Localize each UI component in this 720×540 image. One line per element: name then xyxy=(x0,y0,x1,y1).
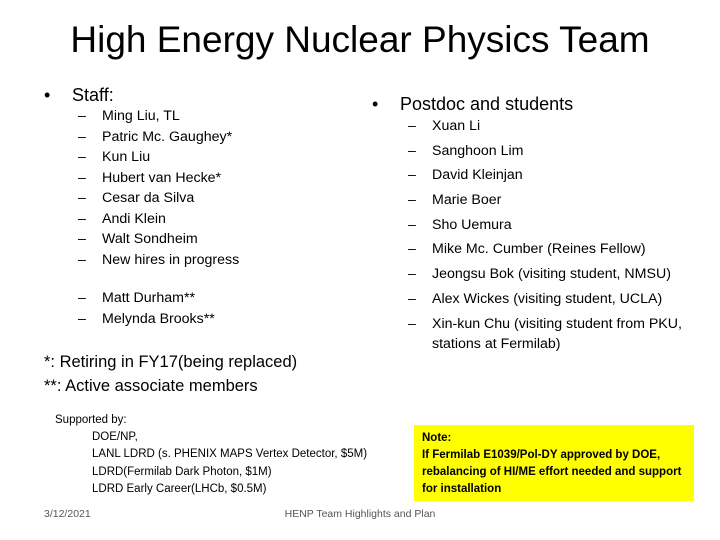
postdoc-member: – David Kleinjan xyxy=(408,165,693,186)
postdoc-heading-label: Postdoc and students xyxy=(400,94,574,114)
postdoc-member: – Jeongsu Bok (visiting student, NMSU) xyxy=(408,264,693,285)
staff-member: – Kun Liu xyxy=(78,147,338,168)
staff-member: – Ming Liu, TL xyxy=(78,106,338,127)
postdoc-member: – Alex Wickes (visiting student, UCLA) xyxy=(408,289,693,310)
staff-heading xyxy=(44,84,114,106)
associate-list xyxy=(78,288,338,329)
postdoc-member: – Marie Boer xyxy=(408,190,693,211)
support-heading: Supported by: xyxy=(55,414,127,426)
footnotes xyxy=(44,350,297,398)
associate-member: – Matt Durham** xyxy=(78,288,338,309)
postdoc-member: – Xin-kun Chu (visiting student from PKU, stations at Fermilab) xyxy=(408,314,693,355)
staff-member: – Hubert van Hecke* xyxy=(78,168,338,189)
support-block xyxy=(55,412,367,498)
staff-member: – Patric Mc. Gaughey* xyxy=(78,127,338,148)
bullet-dot: • xyxy=(372,94,379,114)
staff-heading-label: Staff: xyxy=(72,85,114,105)
note-box xyxy=(414,425,694,501)
support-line: LDRD Early Career(LHCb, $0.5M) xyxy=(92,482,267,495)
staff-member: – New hires in progress xyxy=(78,250,338,271)
postdoc-list xyxy=(408,116,693,359)
support-line: DOE/NP, xyxy=(92,431,138,444)
postdoc-member: – Sho Uemura xyxy=(408,215,693,236)
staff-member: – Andi Klein xyxy=(78,209,338,230)
footer-title: HENP Team Highlights and Plan xyxy=(284,508,436,520)
footnote-associate: **: Active associate members xyxy=(44,377,258,395)
bullet-dot: • xyxy=(44,85,51,105)
postdoc-member: – Mike Mc. Cumber (Reines Fellow) xyxy=(408,239,693,260)
footer-date: 3/12/2021 xyxy=(44,508,91,520)
footnote-retiring: *: Retiring in FY17(being replaced) xyxy=(44,353,298,371)
support-line: LANL LDRD (s. PHENIX MAPS Vertex Detector, $5M) xyxy=(92,448,368,461)
associate-member: – Melynda Brooks** xyxy=(78,309,338,330)
postdoc-member: – Sanghoon Lim xyxy=(408,141,693,162)
staff-member: – Cesar da Silva xyxy=(78,188,338,209)
postdoc-member: – Xuan Li xyxy=(408,116,693,137)
note-text: If Fermilab E1039/Pol-DY approved by DOE, rebalancing of HI/ME effort needed and support for installation xyxy=(422,449,682,495)
postdoc-heading xyxy=(372,93,573,115)
slide-title: High Energy Nuclear Physics Team xyxy=(70,19,650,60)
staff-member: – Walt Sondheim xyxy=(78,229,338,250)
support-line: LDRD(Fermilab Dark Photon, $1M) xyxy=(92,465,272,478)
staff-list xyxy=(78,106,338,270)
note-heading: Note: xyxy=(422,432,452,444)
